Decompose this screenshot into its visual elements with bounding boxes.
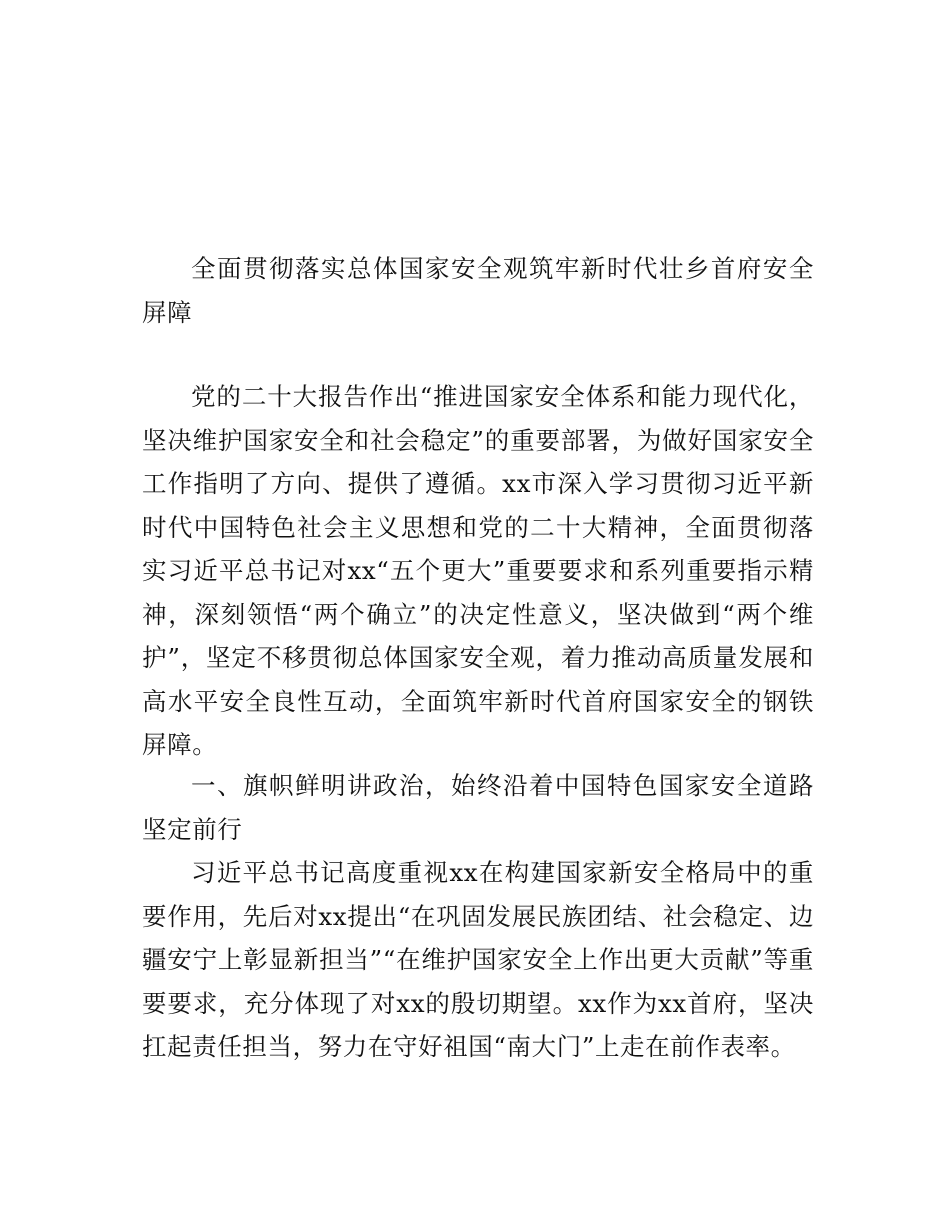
- intro-paragraph: 党的二十大报告作出“推进国家安全体系和能力现代化，坚决维护国家安全和社会稳定”的重要部署，为做好国家安全工作指明了方向、提供了遵循。xx市深入学习贯彻习近平新时代中国特色社会主义思想和党的二十大精神，全面贯彻落实习近平总书记对xx“五个更大”重要要求和系列重要指示精神，深刻领悟“两个确立”的决定性意义，坚决做到“两个维护”，坚定不移贯彻总体国家安全观，着力推动高质量发展和高水平安全良性互动，全面筑牢新时代首府国家安全的钢铁屏障。: [142, 382, 814, 759]
- section-heading-1: 一、旗帜鲜明讲政治，始终沿着中国特色国家安全道路坚定前行: [142, 771, 814, 844]
- document-title: 全面贯彻落实总体国家安全观筑牢新时代壮乡首府安全屏障: [142, 254, 814, 327]
- section-1-paragraph: 习近平总书记高度重视xx在构建国家新安全格局中的重要作用，先后对xx提出“在巩固发展民族团结、社会稳定、边疆安宁上彰显新担当”“在维护国家安全上作出更大贡献”等重要要求，充分体现了对xx的殷切期望。xx作为xx首府，坚决扛起责任担当，努力在守好祖国“南大门”上走在前作表率。: [142, 858, 814, 1061]
